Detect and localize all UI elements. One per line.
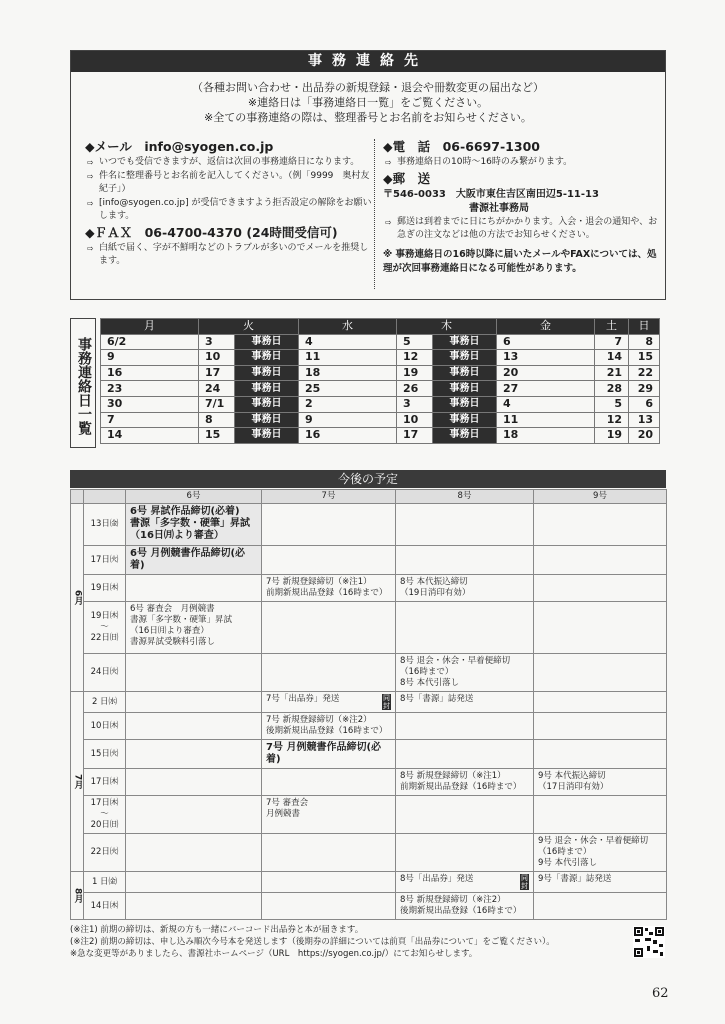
schedule-cell-c9 bbox=[534, 546, 667, 575]
renraku-date: 17 bbox=[397, 428, 433, 444]
renraku-date: 18 bbox=[497, 428, 595, 444]
jimu-day-badge: 事務日 bbox=[433, 381, 497, 397]
renraku-row bbox=[101, 396, 660, 412]
schedule-cell-c9 bbox=[534, 796, 667, 834]
renraku-date: 12 bbox=[595, 412, 629, 428]
schedule-text: 7号「出品券」発送 bbox=[266, 694, 340, 704]
schedule-row bbox=[71, 504, 667, 546]
renraku-row bbox=[101, 428, 660, 444]
schedule-cell-c9 bbox=[534, 769, 667, 796]
schedule-cell-c8 bbox=[396, 575, 534, 602]
renraku-date: 7/1 bbox=[199, 396, 235, 412]
renraku-header: 水 bbox=[299, 319, 397, 335]
renraku-date: 7 bbox=[101, 412, 199, 428]
renraku-date: 18 bbox=[299, 365, 397, 381]
schedule-cell-c7 bbox=[262, 546, 396, 575]
schedule-date: 19日㈭ bbox=[84, 575, 126, 602]
schedule-cell-c7 bbox=[262, 575, 396, 602]
schedule-cell-c6 bbox=[126, 872, 262, 893]
month-label: 6月 bbox=[71, 504, 84, 692]
renraku-date: 11 bbox=[497, 412, 595, 428]
schedule-text: 9号 本代振込締切 （17日消印有効） bbox=[538, 771, 609, 792]
renraku-date: 7 bbox=[595, 334, 629, 350]
schedule-date: 22日㈫ bbox=[84, 834, 126, 872]
schedule-row bbox=[71, 872, 667, 893]
jimu-day-badge: 事務日 bbox=[433, 350, 497, 366]
note-1: （各種お問い合わせ・出品券の新規登録・退会や冊数変更の届出など） bbox=[192, 81, 544, 94]
schedule-cell-c8 bbox=[396, 504, 534, 546]
contact-left-column bbox=[85, 138, 375, 269]
schedule-text: 7号 新規登録締切（※注2） 後期新規出品登録（16時まで） bbox=[266, 715, 388, 736]
renraku-date: 16 bbox=[299, 428, 397, 444]
renraku-date: 30 bbox=[101, 396, 199, 412]
schedule-text: 8号 新規登録締切（※注2） 後期新規出品登録（16時まで） bbox=[400, 895, 522, 916]
schedule-text: 6号 昇試作品締切(必着) 書源「多字数・硬筆」昇試 （16日㈪より審査） bbox=[130, 506, 250, 541]
schedule-cell-c9 bbox=[534, 713, 667, 740]
schedule-cell-c6 bbox=[126, 893, 262, 920]
schedule-text: 8号 新規登録締切（※注1） 前期新規出品登録（16時まで） bbox=[400, 771, 522, 792]
renraku-row bbox=[101, 412, 660, 428]
schedule-header bbox=[71, 490, 84, 504]
renraku-row bbox=[101, 381, 660, 397]
schedule-text: 6号 月例競書作品締切(必着) bbox=[130, 548, 246, 571]
schedule-row bbox=[71, 893, 667, 920]
fax-note: ⇨ 白紙で届く、字が不鮮明などのトラブルが多いのでメールを推奨します。 bbox=[85, 242, 375, 268]
schedule-date: 17日㈫ bbox=[84, 546, 126, 575]
post-heading: ◆郵 送 bbox=[383, 171, 431, 186]
schedule-header bbox=[84, 490, 126, 504]
schedule-title: 今後の予定 bbox=[70, 470, 666, 488]
schedule-row bbox=[71, 692, 667, 713]
renraku-date: 25 bbox=[299, 381, 397, 397]
schedule-cell-c9 bbox=[534, 654, 667, 692]
schedule-cell-c8 bbox=[396, 834, 534, 872]
jimu-day-badge: 事務日 bbox=[235, 381, 299, 397]
mail-note: ⇨ いつでも受信できますが、返信は次回の事務連絡日になります。 bbox=[85, 156, 375, 169]
contact-box bbox=[70, 50, 666, 300]
renraku-date: 10 bbox=[397, 412, 433, 428]
renraku-header: 月 bbox=[101, 319, 199, 335]
schedule-cell-c7 bbox=[262, 602, 396, 654]
renraku-date: 13 bbox=[629, 412, 660, 428]
schedule-cell-c7 bbox=[262, 654, 396, 692]
renraku-date: 17 bbox=[199, 365, 235, 381]
schedule-date: 1 日㈮ bbox=[84, 872, 126, 893]
renraku-date: 21 bbox=[595, 365, 629, 381]
renraku-date: 28 bbox=[595, 381, 629, 397]
renraku-row bbox=[101, 365, 660, 381]
renraku-label: 事務連絡日一覧 bbox=[70, 318, 96, 448]
note-2: ※連絡日は「事務連絡日一覧」をご覧ください。 bbox=[247, 96, 489, 109]
schedule-cell-c7 bbox=[262, 893, 396, 920]
schedule-header: 7号 bbox=[262, 490, 396, 504]
renraku-date: 29 bbox=[629, 381, 660, 397]
schedule-cell-c6 bbox=[126, 546, 262, 575]
mail-note: ⇨ 件名に整理番号とお名前を記入してください。（例「9999 奥村友紀子」） bbox=[85, 170, 375, 196]
renraku-header: 金 bbox=[497, 319, 595, 335]
schedule-date: 17日㈭ bbox=[84, 769, 126, 796]
schedule-cell-c6 bbox=[126, 575, 262, 602]
renraku-date: 22 bbox=[629, 365, 660, 381]
schedule-cell-c7 bbox=[262, 504, 396, 546]
contact-notes bbox=[71, 80, 665, 125]
schedule-row bbox=[71, 546, 667, 575]
month-label: 8月 bbox=[71, 872, 84, 920]
schedule-cell-c8 bbox=[396, 769, 534, 796]
page-number: 62 bbox=[652, 986, 669, 1001]
schedule-cell-c7 bbox=[262, 796, 396, 834]
post-note: ⇨ 郵送は到着までに日にちがかかります。入会・退会の通知や、お急ぎの注文などは他の方法でお知らせください。 bbox=[383, 216, 665, 242]
warning: ※ 事務連絡日の16時以降に届いたメールやFAXについては、処理が次回事務連絡日になる可能性があります。 bbox=[383, 249, 657, 274]
schedule-cell-c9 bbox=[534, 893, 667, 920]
schedule-cell-c8 bbox=[396, 796, 534, 834]
jimu-day-badge: 事務日 bbox=[433, 365, 497, 381]
schedule-text: 8号 退会・休会・早着便締切 （16時まで） 8号 本代引落し bbox=[400, 656, 511, 688]
schedule-cell-c9 bbox=[534, 834, 667, 872]
schedule-cell-c8 bbox=[396, 692, 534, 713]
tel-note: ⇨ 事務連絡日の10時～16時のみ繋がります。 bbox=[383, 156, 665, 169]
jimu-day-badge: 事務日 bbox=[235, 396, 299, 412]
jimu-day-badge: 事務日 bbox=[433, 428, 497, 444]
renraku-date: 15 bbox=[199, 428, 235, 444]
schedule-cell-c6 bbox=[126, 769, 262, 796]
renraku-date: 4 bbox=[299, 334, 397, 350]
renraku-date: 13 bbox=[497, 350, 595, 366]
renraku-date: 3 bbox=[199, 334, 235, 350]
schedule-cell-c8 bbox=[396, 740, 534, 769]
schedule-row bbox=[71, 769, 667, 796]
schedule-row bbox=[71, 602, 667, 654]
renraku-date: 4 bbox=[497, 396, 595, 412]
schedule-cell-c9 bbox=[534, 504, 667, 546]
renraku-date: 26 bbox=[397, 381, 433, 397]
enclosed-tag: 同封 bbox=[383, 694, 390, 710]
renraku-date: 19 bbox=[595, 428, 629, 444]
jimu-day-badge: 事務日 bbox=[433, 334, 497, 350]
schedule-cell-c6 bbox=[126, 796, 262, 834]
schedule-cell-c8 bbox=[396, 713, 534, 740]
note-3: ※全ての事務連絡の際は、整理番号とお名前をお知らせください。 bbox=[204, 111, 532, 124]
schedule-cell-c8 bbox=[396, 654, 534, 692]
schedule-cell-c9 bbox=[534, 575, 667, 602]
renraku-row bbox=[101, 350, 660, 366]
schedule-cell-c7 bbox=[262, 834, 396, 872]
schedule-cell-c7 bbox=[262, 872, 396, 893]
renraku-date: 14 bbox=[101, 428, 199, 444]
month-label: 7月 bbox=[71, 692, 84, 872]
renraku-date: 2 bbox=[299, 396, 397, 412]
schedule-cell-c6 bbox=[126, 834, 262, 872]
schedule-cell-c7 bbox=[262, 740, 396, 769]
schedule-date: 2 日㈬ bbox=[84, 692, 126, 713]
schedule-text: 8号「書源」誌発送 bbox=[400, 694, 474, 704]
schedule-cell-c9 bbox=[534, 602, 667, 654]
renraku-header: 日 bbox=[629, 319, 660, 335]
schedule-text: 7号 審査会 月例競書 bbox=[266, 798, 309, 819]
renraku-date: 6/2 bbox=[101, 334, 199, 350]
tel-heading: ◆電 話 06-6697-1300 bbox=[383, 139, 540, 154]
schedule-date: 24日㈫ bbox=[84, 654, 126, 692]
renraku-table bbox=[100, 318, 660, 444]
schedule-text: 8号 本代振込締切 （19日消印有効） bbox=[400, 577, 471, 598]
schedule-cell-c6 bbox=[126, 692, 262, 713]
schedule-row bbox=[71, 575, 667, 602]
schedule-cell-c9 bbox=[534, 692, 667, 713]
renraku-date: 24 bbox=[199, 381, 235, 397]
schedule-cell-c8 bbox=[396, 602, 534, 654]
schedule-date: 13日㈮ bbox=[84, 504, 126, 546]
schedule-cell-c7 bbox=[262, 692, 396, 713]
jimu-day-badge: 事務日 bbox=[235, 428, 299, 444]
renraku-date: 9 bbox=[299, 412, 397, 428]
schedule-cell-c9 bbox=[534, 740, 667, 769]
post-address: 〒546-0033 大阪市東住吉区南田辺5-11-13 bbox=[383, 189, 599, 200]
contact-right-column bbox=[383, 138, 665, 276]
schedule-cell-c9 bbox=[534, 872, 667, 893]
mail-note: ⇨ [info@syogen.co.jp] が受信できますよう拒否設定の解除をお願いします。 bbox=[85, 197, 375, 223]
renraku-header: 土 bbox=[595, 319, 629, 335]
schedule-date: 17日㈭ ～ 20日㈰ bbox=[84, 796, 126, 834]
renraku-date: 6 bbox=[629, 396, 660, 412]
schedule-cell-c6 bbox=[126, 602, 262, 654]
mail-heading: ◆メール info@syogen.co.jp bbox=[85, 139, 274, 154]
renraku-date: 9 bbox=[101, 350, 199, 366]
renraku-date: 8 bbox=[629, 334, 660, 350]
renraku-row bbox=[101, 334, 660, 350]
schedule-date: 10日㈭ bbox=[84, 713, 126, 740]
schedule-text: 7号 新規登録締切（※注1） 前期新規出品登録（16時まで） bbox=[266, 577, 388, 598]
jimu-day-badge: 事務日 bbox=[235, 412, 299, 428]
footnote-2: (※注2) 前期の締切は、申し込み順次今号本を発送します（後期券の詳細については前頁「出品券について」をご覧ください）。 bbox=[70, 937, 555, 947]
footnote-3: ※急な変更等がありましたら、書源社ホームページ（URL https://syogen.co.jp/）にてお知らせします。 bbox=[70, 949, 478, 959]
footnote-1: (※注1) 前期の締切は、新規の方も一緒にバーコード出品券と本が届きます。 bbox=[70, 925, 364, 935]
renraku-date: 6 bbox=[497, 334, 595, 350]
renraku-date: 14 bbox=[595, 350, 629, 366]
schedule-text: 9号「書源」誌発送 bbox=[538, 874, 612, 884]
enclosed-tag: 同封 bbox=[521, 874, 528, 890]
schedule-row bbox=[71, 713, 667, 740]
schedule-header: 9号 bbox=[534, 490, 667, 504]
jimu-day-badge: 事務日 bbox=[433, 412, 497, 428]
schedule-cell-c6 bbox=[126, 740, 262, 769]
renraku-date: 8 bbox=[199, 412, 235, 428]
renraku-date: 10 bbox=[199, 350, 235, 366]
post-office: 書源社事務局 bbox=[469, 203, 529, 214]
renraku-date: 3 bbox=[397, 396, 433, 412]
schedule-cell-c7 bbox=[262, 769, 396, 796]
renraku-date: 23 bbox=[101, 381, 199, 397]
jimu-day-badge: 事務日 bbox=[235, 365, 299, 381]
renraku-date: 16 bbox=[101, 365, 199, 381]
schedule-text: 9号 退会・休会・早着便締切 （16時まで） 9号 本代引落し bbox=[538, 836, 649, 868]
schedule-row bbox=[71, 654, 667, 692]
renraku-date: 5 bbox=[595, 396, 629, 412]
schedule-row bbox=[71, 740, 667, 769]
schedule-date: 19日㈭ ～ 22日㈰ bbox=[84, 602, 126, 654]
renraku-date: 15 bbox=[629, 350, 660, 366]
renraku-date: 20 bbox=[497, 365, 595, 381]
jimu-day-badge: 事務日 bbox=[235, 350, 299, 366]
schedule-header: 6号 bbox=[126, 490, 262, 504]
schedule-row bbox=[71, 834, 667, 872]
fax-heading: ◆ＦＡＸ 06-4700-4370 (24時間受信可) bbox=[85, 225, 338, 240]
renraku-header: 火 bbox=[199, 319, 299, 335]
renraku-date: 20 bbox=[629, 428, 660, 444]
schedule-table bbox=[70, 489, 667, 920]
schedule-cell-c8 bbox=[396, 872, 534, 893]
schedule-date: 15日㈫ bbox=[84, 740, 126, 769]
schedule-cell-c8 bbox=[396, 893, 534, 920]
schedule-cell-c6 bbox=[126, 713, 262, 740]
renraku-header: 木 bbox=[397, 319, 497, 335]
schedule-text: 7号 月例競書作品締切(必着) bbox=[266, 742, 382, 765]
schedule-cell-c6 bbox=[126, 654, 262, 692]
qr-code-icon[interactable] bbox=[633, 926, 665, 958]
schedule-date: 14日㈭ bbox=[84, 893, 126, 920]
renraku-date: 12 bbox=[397, 350, 433, 366]
schedule-cell-c7 bbox=[262, 713, 396, 740]
schedule-cell-c8 bbox=[396, 546, 534, 575]
renraku-date: 27 bbox=[497, 381, 595, 397]
renraku-date: 5 bbox=[397, 334, 433, 350]
renraku-date: 11 bbox=[299, 350, 397, 366]
schedule-header: 8号 bbox=[396, 490, 534, 504]
jimu-day-badge: 事務日 bbox=[235, 334, 299, 350]
schedule-cell-c6 bbox=[126, 504, 262, 546]
footnotes bbox=[70, 924, 630, 960]
schedule-text: 6号 審査会 月例競書 書源「多字数・硬筆」昇試 （16日㈪より審査） 書源昇試受験料引落し bbox=[130, 604, 233, 647]
schedule-text: 8号「出品券」発送 bbox=[400, 874, 474, 884]
renraku-date: 19 bbox=[397, 365, 433, 381]
contact-title: 事務連絡先 bbox=[71, 51, 665, 72]
schedule-row bbox=[71, 796, 667, 834]
jimu-day-badge: 事務日 bbox=[433, 396, 497, 412]
